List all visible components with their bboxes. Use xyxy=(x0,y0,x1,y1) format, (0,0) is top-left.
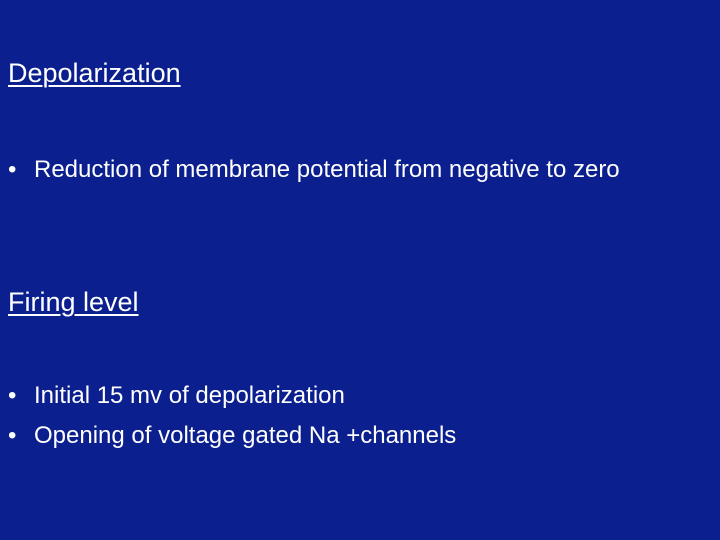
bullet-item xyxy=(8,380,708,412)
bullet-icon: • xyxy=(8,422,17,449)
bullet-icon: • xyxy=(8,382,17,409)
bullet-list-firing-level xyxy=(8,380,708,460)
bullet-text: Initial 15 mv of depolarization xyxy=(34,382,345,409)
bullet-item xyxy=(8,154,708,186)
bullet-text: Reduction of membrane potential from negative to zero xyxy=(34,156,620,183)
bullet-text: Opening of voltage gated Na +channels xyxy=(34,422,457,449)
section-heading-depolarization: Depolarization xyxy=(8,58,181,88)
bullet-icon: • xyxy=(8,156,17,183)
section-heading-firing-level: Firing level xyxy=(8,287,139,317)
bullet-item xyxy=(8,420,708,452)
bullet-list-depolarization xyxy=(8,154,708,194)
